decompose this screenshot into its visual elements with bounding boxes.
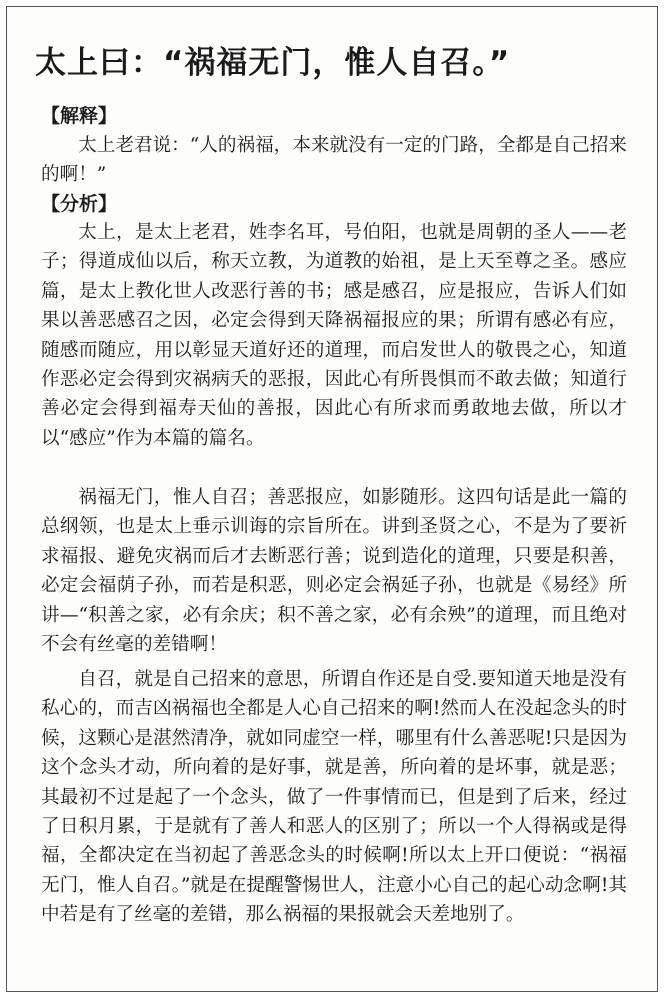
analysis-paragraph-3: 自召，就是自己招来的意思，所谓自作还是自受.要知道天地是没有私心的，而吉凶祸福也全都是人心自己招来的啊!然而人在没起念头的时候，这颗心是湛然清净，就如同虚空一样，哪里有什么善恶呢!只是因为这个念头才动，所向着的是好事，就是善，所向着的是坏事，就是恶；其最初不过是起了一个念头，做了一件事情而已，但是到了后来，经过了日积月累，于是就有了善人和恶人的区别了；所以一个人得祸或是得福，全都决定在当初起了善恶念头的时候啊!所以太上开口便说：“祸福无门，惟人自召。”就是在提醒警惕世人，注意小心自己的起心动念啊!其中若是有了丝毫的差错，那么祸福的果报就会天差地别了。 xyxy=(41,669,627,926)
analysis-paragraph-1: 太上，是太上老君，姓李名耳，号伯阳，也就是周朝的圣人——老子；得道成仙以后，称天立教，为道教的始祖，是上天至尊之圣。感应篇，是太上教化世人改恶行善的书；感是感召，应是报应，告诉人们如果以善恶感召之因，必定会得到天降祸福报应的果；所谓有感必有应，随感而随应，用以彰显天道好还的道理，而启发世人的敬畏之心，知道作恶必定会得到灾祸病夭的恶报，因此心有所畏惧而不敢去做；知道行善必定会得到福寿天仙的善报，因此心有所求而勇敢地去做，所以才以“感应”作为本篇的篇名。 xyxy=(41,222,627,449)
explanation-paragraph: 太上老君说：“人的祸福，本来就没有一定的门路，全都是自己招来的啊！” xyxy=(41,135,627,186)
book-page xyxy=(6,6,658,992)
explanation-heading: 【解释】 xyxy=(41,105,118,127)
analysis-heading: 【分析】 xyxy=(41,193,118,215)
page-title: 太上曰：“祸福无门，惟人自召。” xyxy=(35,45,511,81)
analysis-paragraph-2: 祸福无门，惟人自召；善恶报应，如影随形。这四句话是此一篇的总纲领，也是太上垂示训诲的宗旨所在。讲到圣贤之心，不是为了要祈求福报、避免灾祸而后才去断恶行善；说到造化的道理，只要是积善，必定会福荫子孙，而若是积恶，则必定会祸延子孙，也就是《易经》所讲—“积善之家，必有余庆；积不善之家，必有余殃”的道理，而且绝对不会有丝毫的差错啊！ xyxy=(41,487,627,656)
